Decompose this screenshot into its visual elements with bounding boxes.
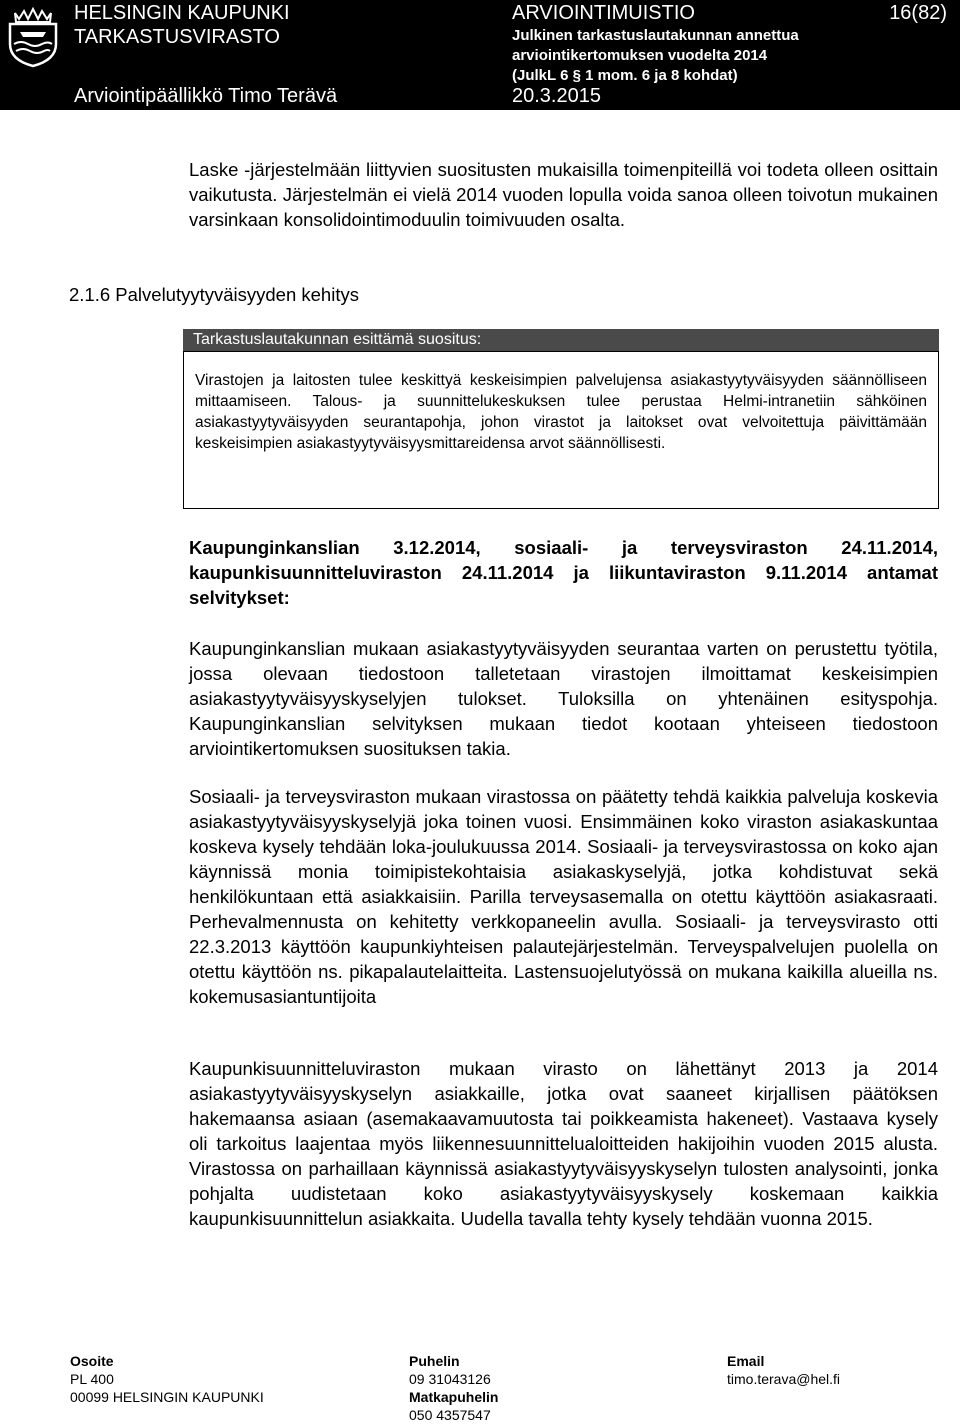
document-author: Arviointipäällikkö Timo Terävä <box>74 85 338 107</box>
intro-paragraph: Laske -järjestelmään liittyvien suositusten mukaisilla toimenpiteillä voi todeta olleen osittain vaikutusta. Järjestelmän ei vielä 2014 vuoden lopulla voida sanoa olleen toivotun mukainen varsinkaan konsolidointimoduulin toimivuuden osalta. <box>189 159 938 230</box>
footer-address-line2: 00099 HELSINGIN KAUPUNKI <box>70 1389 264 1405</box>
document-date: 20.3.2015 <box>512 85 601 107</box>
org-department: TARKASTUSVIRASTO <box>74 26 280 48</box>
footer-address-label: Osoite <box>70 1353 114 1369</box>
footer-email-label: Email <box>727 1353 765 1369</box>
page-number: 16(82) <box>889 2 947 24</box>
document-header <box>0 0 960 110</box>
footer-address-line1: PL 400 <box>70 1371 114 1387</box>
statements-heading: Kaupunginkanslian 3.12.2014, sosiaali- ja terveysviraston 24.11.2014, kaupunkisuunnitteluviraston 24.11.2014 ja liikuntaviraston 9.11.2014 antamat selvitykset: <box>189 537 938 608</box>
document-subtitle-3: (JulkL 6 § 1 mom. 6 ja 8 kohdat) <box>512 67 738 84</box>
section-heading: 2.1.6 Palvelutyytyväisyyden kehitys <box>69 284 359 305</box>
paragraph-kaupunkisuunnitteluvirasto: Kaupunkisuunnitteluviraston mukaan virasto on lähettänyt 2013 ja 2014 asiakastyytyväisyyskyselyn asiakkaille, jotka ovat saaneet kirjallisen päätöksen hakemaansa asiaan (asemakaavamuutosta tai poikkeamista hakeneet). Vastaava kysely oli tarkoitus laajentaa myös liikennesuunnittelualoitteiden hakijoihin vuoden 2015 alusta. Virastossa on parhaillaan käynnissä asiakastyytyväisyyskyselyn tulosten analysointi, jonka pohjalta uudistetaan koko asiakastyytyväisyyskysely koskemaan kaikkia kaupunkisuunnittelun asiakkaita. Uudella tavalla tehty kysely tehdään vuonna 2015. <box>189 1058 938 1229</box>
footer-mobile: 050 4357547 <box>409 1407 491 1423</box>
recommendation-title: Tarkastuslautakunnan esittämä suositus: <box>183 329 939 351</box>
document-subtitle-1: Julkinen tarkastuslautakunnan annettua <box>512 27 799 44</box>
recommendation-text: Virastojen ja laitosten tulee keskittyä keskeisimpien palvelujensa asiakastyytyväisyyden säännölliseen mittaamiseen. Talous- ja suunnittelukeskuksen tulee perustaa Helmi-intranetiin sähköinen asiakastyytyväisyyden seurantapohja, johon virastot ja laitokset ovat velvoitettuja päivittämään keskeisimpien asiakastyytyväisyysmittareidensa arvot säännöllisesti. <box>195 372 927 452</box>
footer-mobile-label: Matkapuhelin <box>409 1389 499 1405</box>
recommendation-box <box>183 351 939 509</box>
document-type: ARVIOINTIMUISTIO <box>512 2 695 24</box>
paragraph-kaupunginkanslia: Kaupunginkanslian mukaan asiakastyytyväisyyden seurantaa varten on perustettu työtila, jossa olevaan tiedostoon talletetaan virastojen ilmoittamat keskeisimpien asiakastyytyväisyyskyselyjen tulokset. Tuloksilla on yhtenäinen esityspohja. Kaupunginkanslian selvityksen mukaan tiedot kootaan yhteiseen tiedostoon arviointikertomuksen suosituksen takia. <box>189 638 938 759</box>
footer-email: timo.terava@hel.fi <box>727 1371 841 1387</box>
paragraph-sosiaali-ja-terveysvirasto: Sosiaali- ja terveysviraston mukaan virastossa on päätetty tehdä kaikkia palveluja koskevia asiakastyytyväisyyskyselyjä joka toinen vuosi. Ensimmäinen koko viraston asiakaskuntaa koskeva kysely tehdään loka-joulukuussa 2014. Sosiaali- ja terveysvirastossa on koko ajan käynnissä monia toimipistekohtaisia asiakaskyselyjä, jotka kohdistuvat sekä henkilökuntaan että asiakkaisiin. Parilla terveysasemalla on otettu käyttöön asiakasraati. Perhevalmennusta on kehitetty verkkopaneelin avulla. Sosiaali- ja terveysvirasto otti 22.3.2013 käyttöön kaupunkiyhteisen palautejärjestelmän. Terveyspalvelujen puolella on otettu käyttöön ns. pikapalautelaitteita. Lastensuojelutyössä on mukana kaikilla alueilla ns. kokemusasiantuntijoita <box>189 786 938 1007</box>
footer-phone: 09 31043126 <box>409 1371 491 1387</box>
document-subtitle-2: arviointikertomuksen vuodelta 2014 <box>512 47 768 64</box>
footer-phone-label: Puhelin <box>409 1353 460 1369</box>
org-name: HELSINGIN KAUPUNKI <box>74 2 290 24</box>
helsinki-crest-icon <box>4 4 62 68</box>
